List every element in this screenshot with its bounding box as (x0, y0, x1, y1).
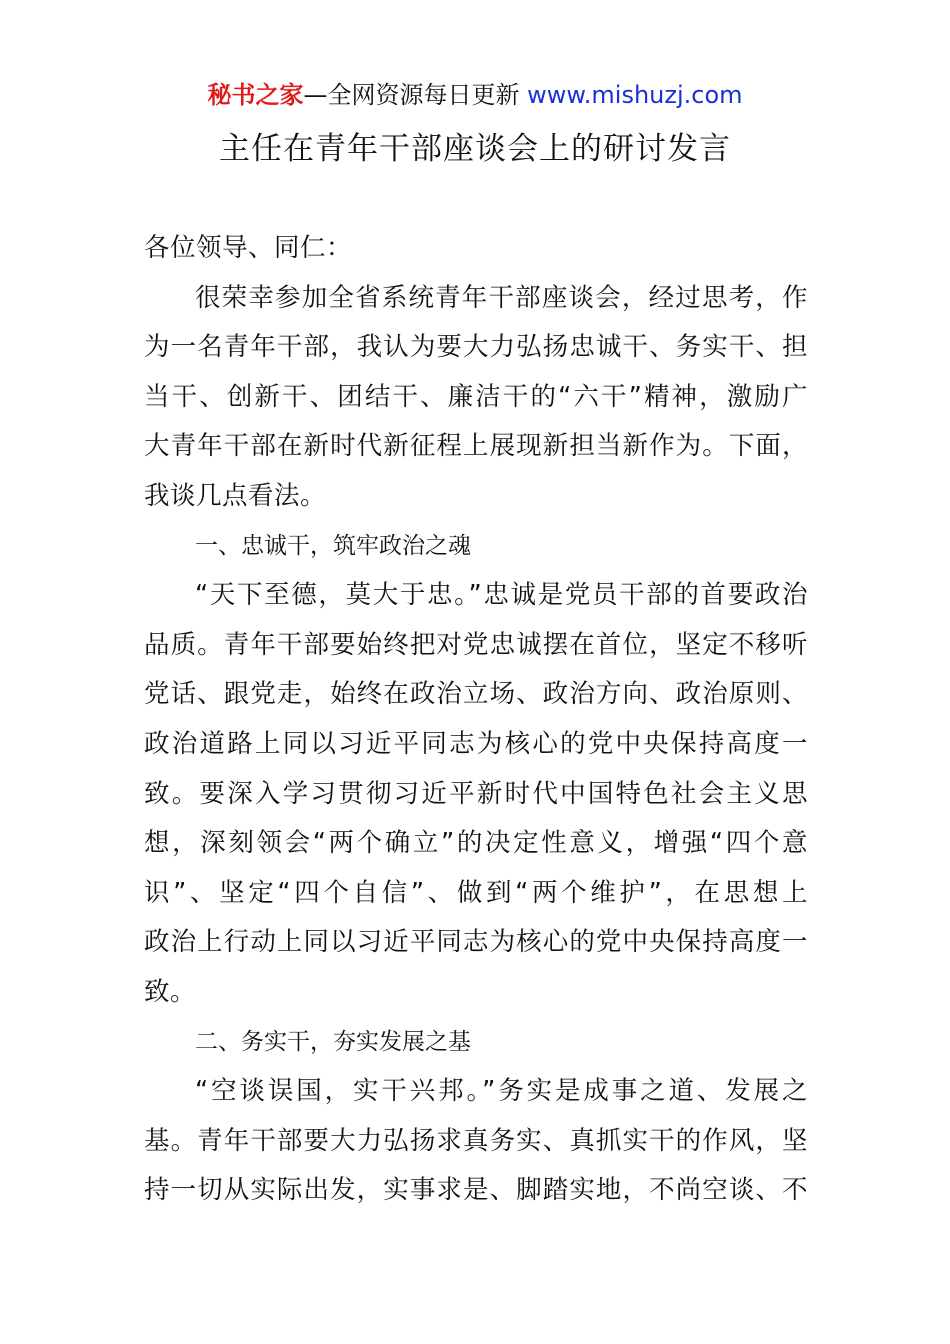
document-body (144, 224, 808, 1216)
header-tagline: —全网资源每日更新 (303, 81, 528, 109)
intro-line: 当干、创新干、团结干、廉洁干的“六干”精神，激励广 (144, 381, 808, 412)
intro-line: 大青年干部在新时代新征程上展现新担当新作为。下面， (144, 431, 808, 462)
intro-line: 为一名青年干部，我认为要大力弘扬忠诚干、务实干、担 (144, 332, 808, 363)
section1-line: “天下至德，莫大于忠。”忠诚是党员干部的首要政治 (195, 580, 808, 611)
section2-line: 持一切从实际出发，实事求是、脚踏实地，不尚空谈、不 (144, 1175, 808, 1206)
brand-name: 秘书之家 (207, 81, 304, 109)
greeting: 各位领导、同仁： (144, 233, 353, 263)
site-header (0, 78, 950, 112)
section1-line: 致。 (144, 976, 197, 1007)
document-title: 主任在青年干部座谈会上的研讨发言 (219, 131, 731, 167)
section-heading-1: 一、忠诚干，筑牢政治之魂 (195, 532, 471, 559)
section1-line: 党话、跟党走，始终在政治立场、政治方向、政治原则、 (144, 679, 808, 710)
site-url[interactable]: www.mishuzj.com (527, 81, 743, 109)
section1-line: 政治道路上同以习近平同志为核心的党中央保持高度一 (144, 728, 808, 759)
section2-line: “空谈误国，实干兴邦。”务实是成事之道、发展之 (195, 1076, 808, 1107)
section1-line: 致。要深入学习贯彻习近平新时代中国特色社会主义思 (144, 778, 808, 809)
intro-line: 我谈几点看法。 (144, 480, 327, 511)
section1-line: 想，深刻领会“两个确立”的决定性意义，增强“四个意 (144, 828, 808, 859)
section1-line: 品质。青年干部要始终把对党忠诚摆在首位，坚定不移听 (144, 629, 808, 660)
section1-line: 识”、坚定“四个自信”、做到“两个维护”，在思想上 (144, 877, 808, 908)
section1-line: 政治上行动上同以习近平同志为核心的党中央保持高度一 (144, 927, 808, 958)
section2-line: 基。青年干部要大力弘扬求真务实、真抓实干的作风，坚 (144, 1125, 808, 1156)
intro-line: 很荣幸参加全省系统青年干部座谈会，经过思考，作 (195, 282, 808, 313)
section-heading-2: 二、务实干，夯实发展之基 (195, 1028, 471, 1055)
